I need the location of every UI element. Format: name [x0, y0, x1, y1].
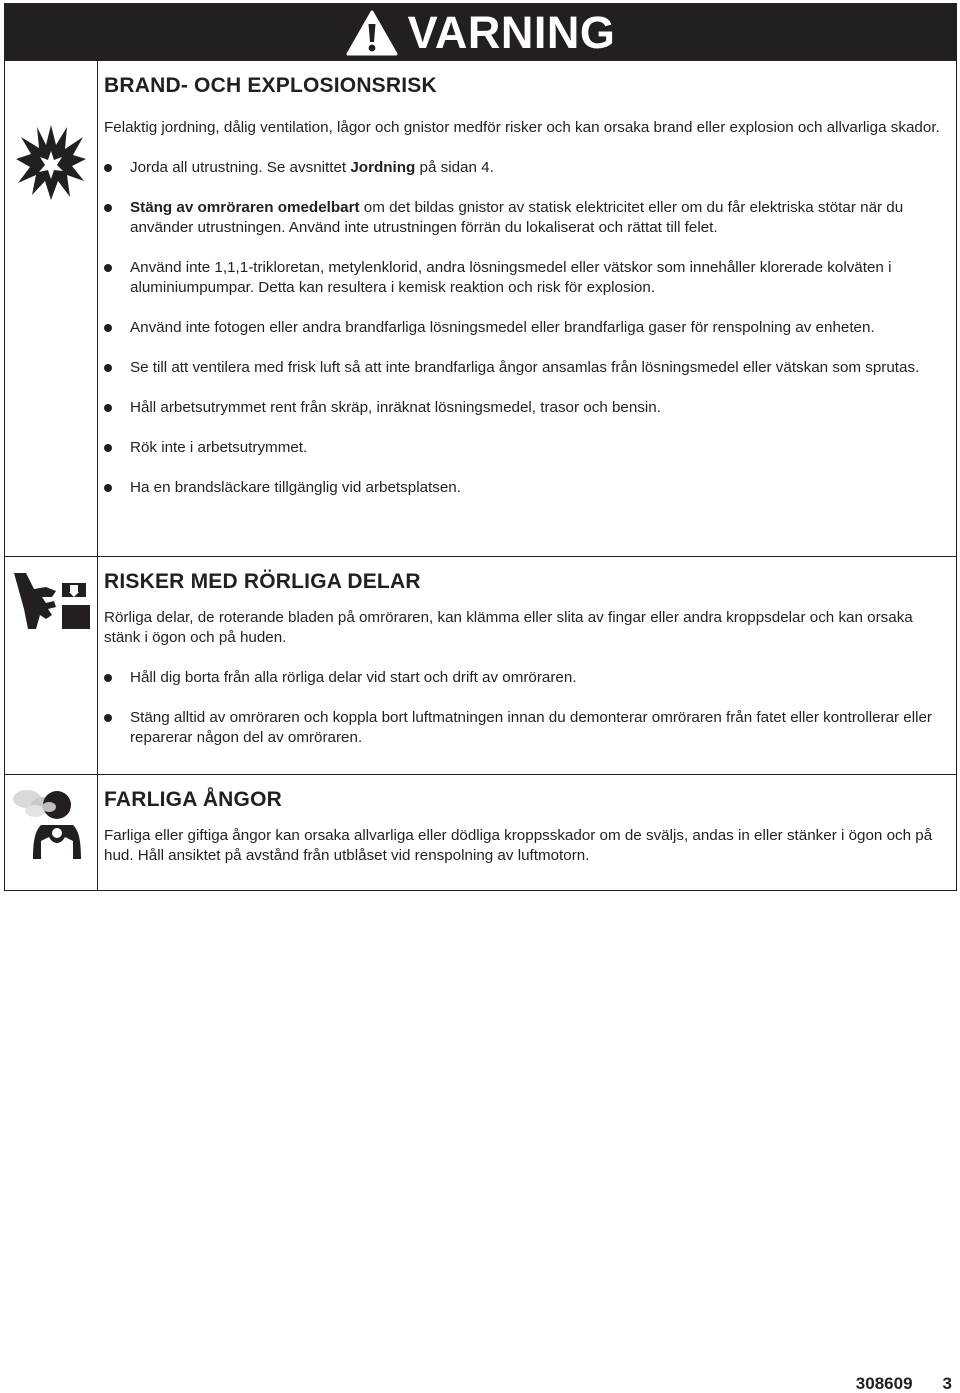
bullet-dot	[104, 674, 112, 682]
section-text	[98, 557, 956, 774]
section-title: BRAND- OCH EXPLOSIONSRISK	[104, 74, 437, 97]
section-icon-cell	[5, 557, 98, 774]
section-icon-cell	[5, 61, 98, 556]
bullet-dot	[104, 204, 112, 212]
section-title: FARLIGA ÅNGOR	[104, 788, 282, 811]
warning-banner	[5, 4, 956, 61]
section-intro: Rörliga delar, de roterande bladen på omröraren, kan klämma eller slita av fingar eller andra kroppsdelar och kan orsaka stänk i ögon och på huden.	[104, 609, 913, 646]
warning-triangle-icon	[346, 10, 398, 56]
bullet-item: Håll arbetsutrymmet rent från skräp, inräknat lösningsmedel, trasor och bensin.	[104, 398, 950, 418]
explosion-icon	[15, 123, 87, 201]
section-title: RISKER MED RÖRLIGA DELAR	[104, 570, 421, 593]
warning-page-frame	[4, 3, 957, 891]
page-number: 3	[942, 1374, 952, 1393]
bullet-dot	[104, 714, 112, 722]
moving-parts-section	[5, 556, 956, 774]
hazardous-fumes-section	[5, 774, 956, 890]
section-intro: Farliga eller giftiga ångor kan orsaka allvarliga eller dödliga kroppsskador om de sväljs, andas in eller stänker i ögon och på hud. Håll ansiktet på avstånd från utblåset vid renspolning av luftmotorn.	[104, 827, 933, 864]
bullet-item: Rök inte i arbetsutrymmet.	[104, 438, 950, 458]
banner-title: VARNING	[407, 7, 616, 58]
bullet-dot	[104, 484, 112, 492]
bullet-dot	[104, 364, 112, 372]
document-number: 308609	[855, 1374, 913, 1393]
page-footer	[856, 1374, 952, 1393]
bullet-item: Håll dig borta från alla rörliga delar vid start och drift av omröraren.	[104, 668, 950, 688]
bullet-item: Stäng av omröraren omedelbart om det bildas gnistor av statisk elektricitet eller om du får elektriska stötar när du använder utrustningen. Använd inte utrustningen förrän du lokaliserat och rättat till felet.	[104, 198, 950, 238]
section-intro: Felaktig jordning, dålig ventilation, lågor och gnistor medför risker och kan orsaka brand eller explosion och allvarliga skador.	[104, 119, 940, 136]
bullet-item: Ha en brandsläckare tillgänglig vid arbetsplatsen.	[104, 478, 950, 498]
bullet-item: Använd inte 1,1,1-trikloretan, metylenklorid, andra lösningsmedel eller vätskor som innehåller klorerade kolväten i aluminiumpumpar. Detta kan resultera i kemisk reaktion och risk för explosion.	[104, 258, 950, 298]
bullet-dot	[104, 324, 112, 332]
toxic-fumes-icon	[11, 785, 91, 861]
bullet-list	[104, 668, 950, 748]
section-text	[98, 775, 956, 890]
bullet-dot	[104, 164, 112, 172]
bullet-dot	[104, 444, 112, 452]
moving-parts-hand-icon	[12, 571, 92, 635]
bullet-dot	[104, 264, 112, 272]
bullet-list	[104, 158, 950, 498]
bullet-dot	[104, 404, 112, 412]
bullet-item: Använd inte fotogen eller andra brandfarliga lösningsmedel eller brandfarliga gaser för renspolning av enheten.	[104, 318, 950, 338]
bullet-item: Se till att ventilera med frisk luft så att inte brandfarliga ångor ansamlas från lösningsmedel eller vätskan som sprutas.	[104, 358, 950, 378]
section-text	[98, 61, 956, 556]
bullet-item: Stäng alltid av omröraren och koppla bort luftmatningen innan du demonterar omröraren från fatet eller kontrollerar eller reparerar någon del av omröraren.	[104, 708, 950, 748]
section-icon-cell	[5, 775, 98, 890]
bullet-item: Jorda all utrustning. Se avsnittet Jordning på sidan 4.	[104, 158, 950, 178]
fire-explosion-section	[5, 61, 956, 556]
